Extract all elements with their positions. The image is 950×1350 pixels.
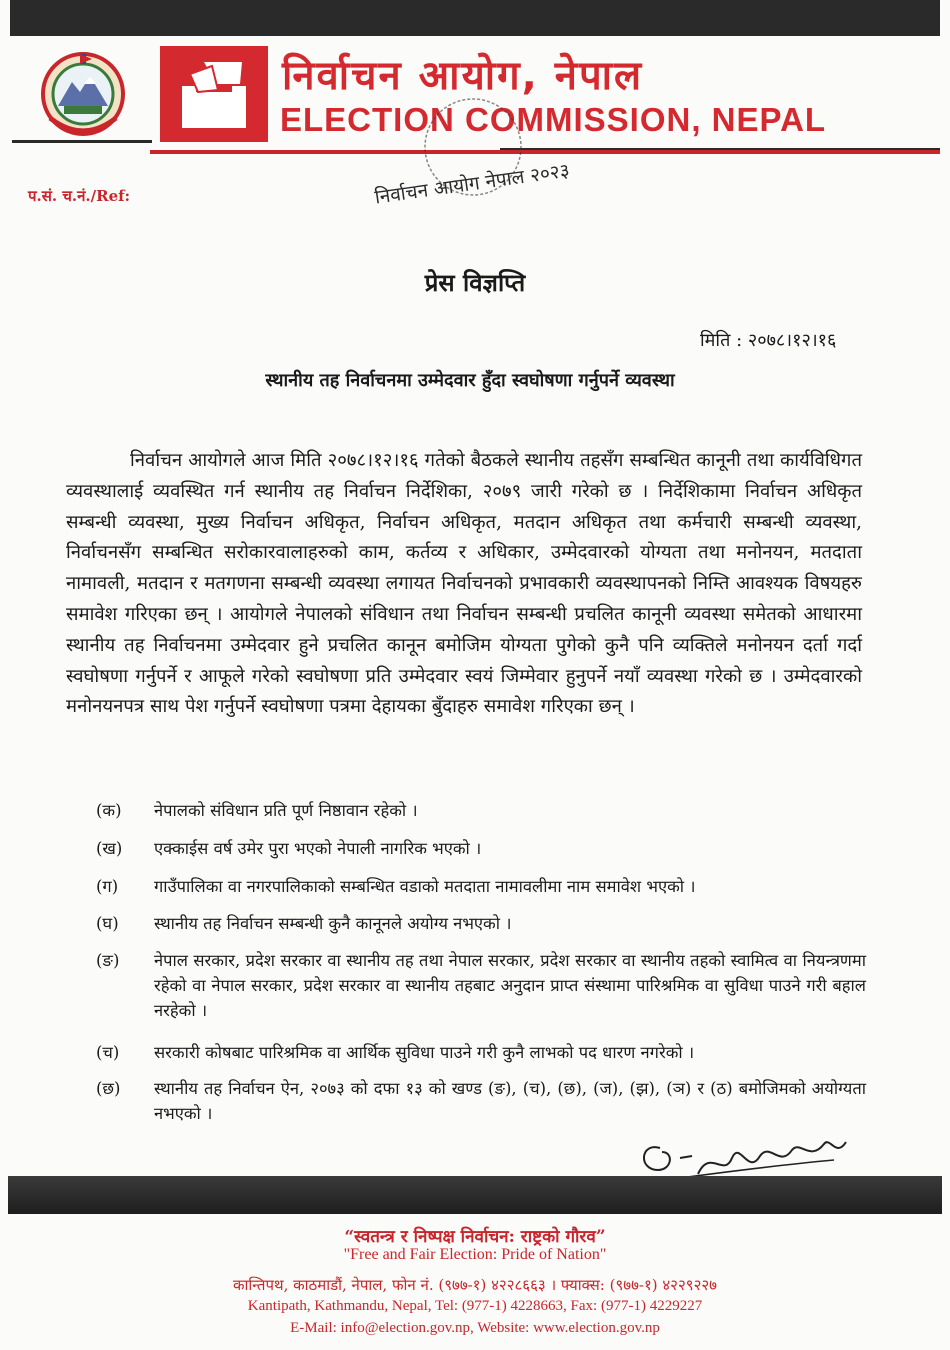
stamp-text: निर्वाचन आयोग नेपाल २०२३ [373, 159, 571, 209]
address-english: Kantipath, Kathmandu, Nepal, Tel: (977-1) 4228663, Fax: (977-1) 4229227 [247, 1298, 703, 1314]
release-subject: स्थानीय तह निर्वाचनमा उम्मेदवार हुँदा स्वघोषणा गर्नुपर्ने व्यवस्था [265, 370, 675, 391]
motto-english: "Free and Fair Election: Pride of Nation" [343, 1246, 607, 1263]
list-item-text: स्थानीय तह निर्वाचन सम्बन्धी कुनै कानूनले अयोग्य नभएको । [154, 914, 512, 933]
election-logo-icon [160, 46, 268, 142]
commission-name-nepali: निर्वाचन आयोग, नेपाल [282, 53, 644, 99]
list-item-text: नेपालको संविधान प्रति पूर्ण निष्ठावान रहेको । [154, 801, 418, 820]
list-item-marker: (छ) [96, 1079, 121, 1098]
motto-nepali: “स्वतन्त्र र निष्पक्ष निर्वाचन: राष्ट्रको गौरव” [344, 1227, 606, 1247]
header-rule-right [500, 148, 940, 150]
footer-bar [8, 1176, 942, 1214]
list-item-marker: (ङ) [96, 951, 120, 970]
address-nepali: कान्तिपथ, काठमाडौं, नेपाल, फोन नं. (९७७-१) ४२२८६६३ । फ्याक्स: (९७७-१) ४२२९२२७ [233, 1276, 717, 1294]
body-paragraph: निर्वाचन आयोगले आज मिति २०७८।१२।१६ गतेको बैठकले स्थानीय तहसँग सम्बन्धित कानूनी तथा कार्यविधिगत व्यवस्थालाई व्यवस्थित गर्न स्थानीय तह निर्वाचन निर्देशिका, २०७९ जारी गरेको छ । निर्देशिकामा निर्वाचन अधिकृत सम्बन्धी व्यवस्था, मुख्य निर्वाचन अधिकृत, निर्वाचन अधिकृत, मतदान अधिकृत तथा कर्मचारी सम्बन्धी व्यवस्था, निर्वाचनसँग सम्बन्धित सरोकारवालाहरुको काम, कर्तव्य र अधिकार, उम्मेदवारको योग्यता तथा मनोनयन, मतदाता नामावली, मतदान र मतगणना सम्बन्धी व्यवस्था लगायत निर्वाचनको प्रभावकारी व्यवस्थापनको निम्ति आवश्यक विषयहरु समावेश गरिएका छन् । आयोगले नेपालको संविधान तथा निर्वाचन सम्बन्धी प्रचलित कानूनी व्यवस्था समेतको आधारमा स्थानीय तह निर्वाचनमा उम्मेदवार हुने प्रचलित कानून बमोजिम योग्यता पुगेको कुनै पनि व्यक्तिले मनोनयन दर्ता गर्दा स्वघोषणा गर्नुपर्ने र आफूले गरेको स्वघोषणा प्रति उम्मेदवार स्वयं जिम्मेवार हुनुपर्ने नयाँ व्यवस्था गरेको छ । उम्मेदवारको मनोनयनपत्र साथ पेश गर्नुपर्ने स्वघोषणा पत्रमा देहायका बुँदाहरु समावेश गरिएका छन् । [66, 450, 862, 718]
list-item-marker: (घ) [96, 914, 119, 933]
list-item-text: सरकारी कोषबाट पारिश्रमिक वा आर्थिक सुविधा पाउने गरी कुनै लाभको पद धारण नगरेको । [154, 1043, 695, 1062]
list-item-marker: (ख) [96, 839, 123, 858]
list-item-text: नेपाल सरकार, प्रदेश सरकार वा स्थानीय तह तथा नेपाल सरकार, प्रदेश सरकार वा स्थानीय तहको स्वामित्व वा नियन्त्रणमा रहेको वा नेपाल सरकार, प्रदेश सरकार वा स्थानीय तहबाट अनुदान प्राप्त संस्थामा पारिश्रमिक वा सुविधा पाउने गरी बहाल नरहेको । [154, 951, 866, 1020]
commission-name-english: ELECTION COMMISSION, NEPAL [280, 101, 827, 138]
list-item-text: एक्काईस वर्ष उमेर पुरा भएको नेपाली नागरिक भएको । [154, 839, 482, 858]
press-release-title: प्रेस विज्ञप्ति [424, 268, 526, 297]
list-item-text: गाउँपालिका वा नगरपालिकाको सम्बन्धित वडाको मतदाता नामावलीमा नाम समावेश भएको । [154, 877, 696, 896]
header-rule-left [12, 140, 152, 143]
list-item-marker: (ग) [96, 877, 119, 896]
release-date: मिति : २०७८।१२।१६ [700, 330, 837, 351]
office-stamp [373, 92, 571, 242]
list-item-marker: (क) [96, 801, 122, 820]
reference-label: प.सं. च.नं./Ref: [28, 187, 131, 205]
list-item-text: स्थानीय तह निर्वाचन ऐन, २०७३ को दफा १३ को खण्ड (ङ), (च), (छ), (ज), (झ), (ञ) र (ठ) बमोजिमको अयोग्यता नभएको । [154, 1079, 866, 1123]
contact-info: E-Mail: info@election.gov.np, Website: www.election.gov.np [290, 1320, 660, 1336]
list-item-marker: (च) [96, 1043, 120, 1062]
nepal-emblem-icon [40, 48, 126, 140]
header-top-bar [10, 0, 940, 36]
